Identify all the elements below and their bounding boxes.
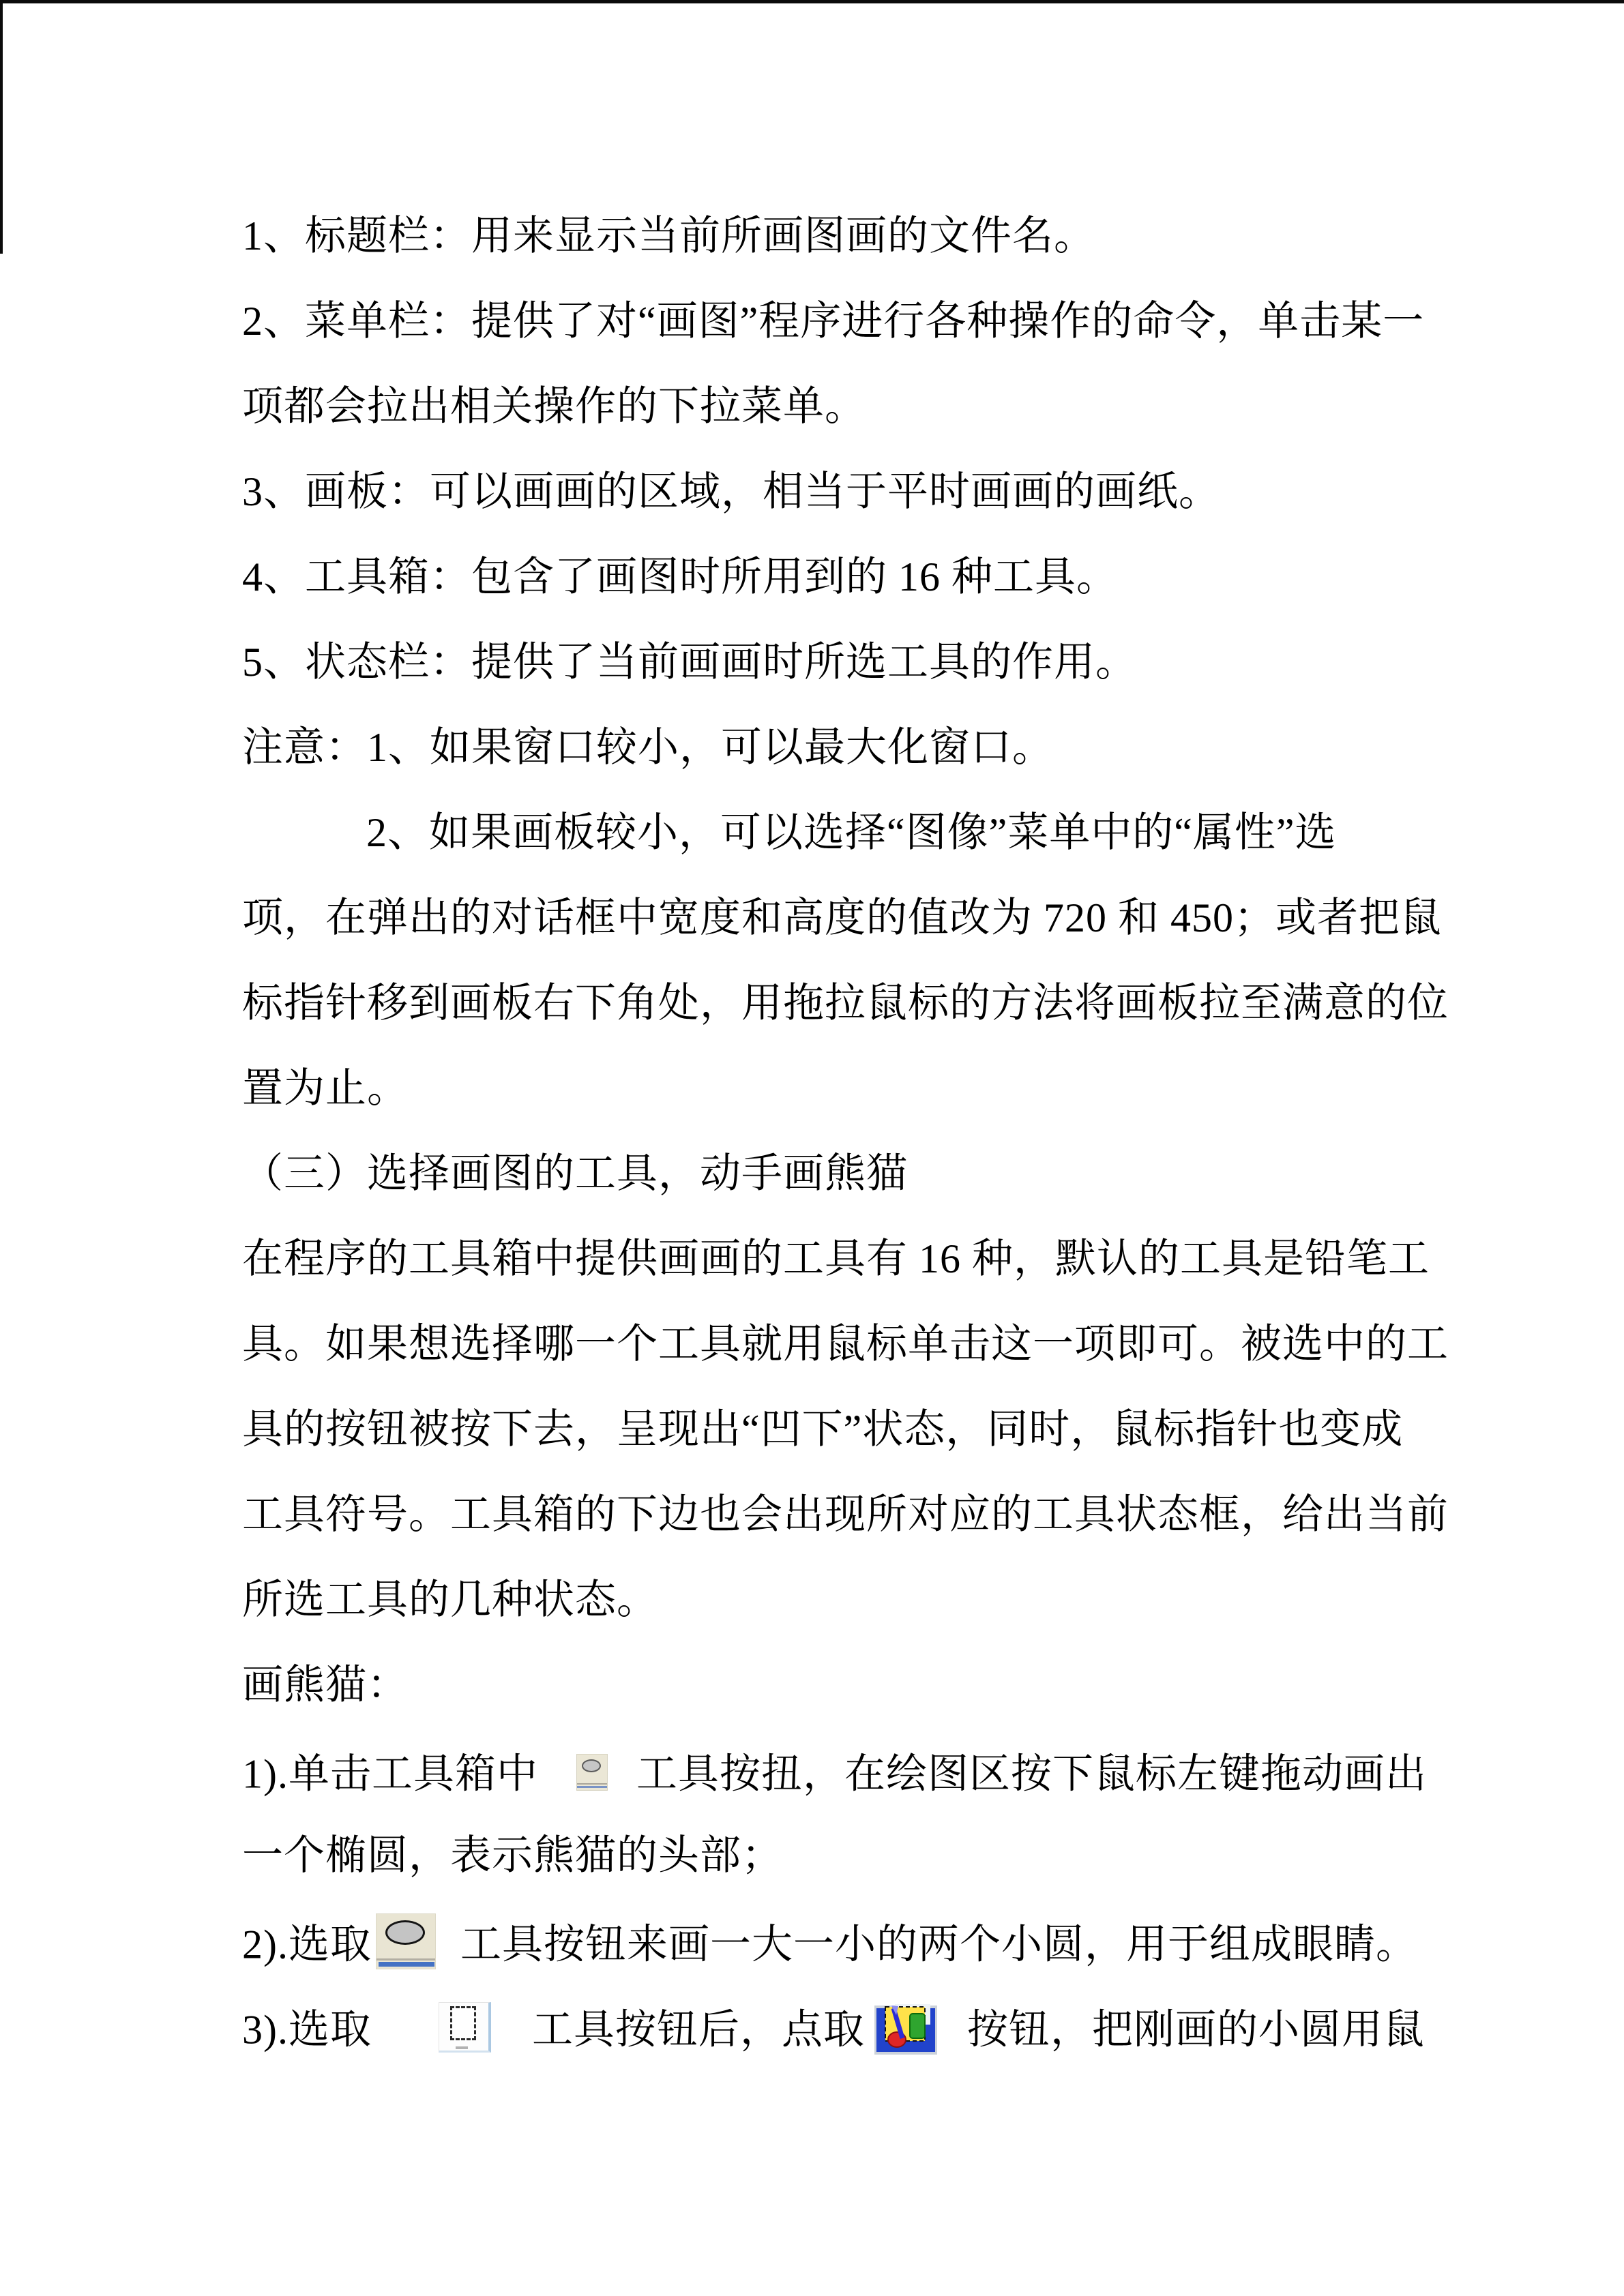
text-line: 1、标题栏：用来显示当前所画图画的文件名。: [242, 213, 1095, 258]
text-line: 工具符号。工具箱的下边也会出现所对应的工具状态框，给出当前: [242, 1492, 1449, 1537]
text-line: 标指针移到画板右下角处，用拖拉鼠标的方法将画板拉至满意的位: [242, 981, 1449, 1026]
step-text: 工具按钮后，点取: [531, 2007, 865, 2053]
dashed-rectangle-icon: [450, 2006, 476, 2040]
text-line: 项都会拉出相关操作的下拉菜单。: [242, 384, 866, 429]
text-line: 项，在弹出的对话框中宽度和高度的值改为 720 和 450；或者把鼠: [242, 895, 1442, 940]
section-heading: （三）选择画图的工具，动手画熊猫: [242, 1151, 908, 1196]
text-line: 2、如果画板较小，可以选择“图像”菜单中的“属性”选: [366, 810, 1337, 855]
ellipse-tool-icon: [576, 1754, 608, 1791]
step-text: 3).选取: [242, 2007, 372, 2053]
text-line: 在程序的工具箱中提供画画的工具有 16 种，默认的工具是铅笔工: [242, 1236, 1430, 1281]
text-line: 具的按钮被按下去，呈现出“凹下”状态，同时，鼠标指针也变成: [242, 1407, 1404, 1452]
edit-colors-glyph: [874, 2003, 940, 2056]
text-line: 注意：1、如果窗口较小，可以最大化窗口。: [242, 725, 1054, 770]
text-line: 具。如果想选择哪一个工具就用鼠标单击这一项即可。被选中的工: [242, 1322, 1449, 1367]
select-tool-icon: [439, 2002, 491, 2053]
text-line: 3、画板：可以画画的区域，相当于平时画画的画纸。: [242, 469, 1220, 514]
page-left-border: [0, 0, 3, 254]
page-top-border: [0, 0, 1624, 3]
text-line: 2、菜单栏：提供了对“画图”程序进行各种操作的命令，单击某一: [242, 299, 1425, 344]
text-line: 5、状态栏：提供了当前画画时所选工具的作用。: [242, 640, 1137, 685]
text-line: 一个椭圆，表示熊猫的头部；: [242, 1833, 783, 1878]
text-line: 画熊猫：: [242, 1663, 409, 1708]
step-line-2: [242, 1898, 1417, 1984]
ellipse-shape-icon: [385, 1920, 425, 1945]
step-text: 按钮，把刚画的小圆用鼠: [966, 2007, 1425, 2053]
step-text: 工具按扭，在绘图区按下鼠标左键拖动画出: [636, 1751, 1427, 1797]
text-line: 置为止。: [242, 1066, 409, 1111]
ellipse-shape-icon: [582, 1759, 601, 1772]
step-text: 2).选取: [242, 1922, 372, 1967]
ellipse-tool-icon: [376, 1913, 436, 1969]
edit-colors-icon: [874, 2000, 940, 2053]
step-line-3: [242, 1984, 1425, 2069]
step-text: 工具按钮来画一大一小的两个小圆，用于组成眼睛。: [460, 1922, 1417, 1967]
step-text: 1).单击工具箱中: [242, 1751, 538, 1797]
text-line: 所选工具的几种状态。: [242, 1577, 658, 1622]
step-line-1: [242, 1728, 1427, 1813]
text-line: 4、工具箱：包含了画图时所用到的 16 种工具。: [242, 554, 1118, 599]
